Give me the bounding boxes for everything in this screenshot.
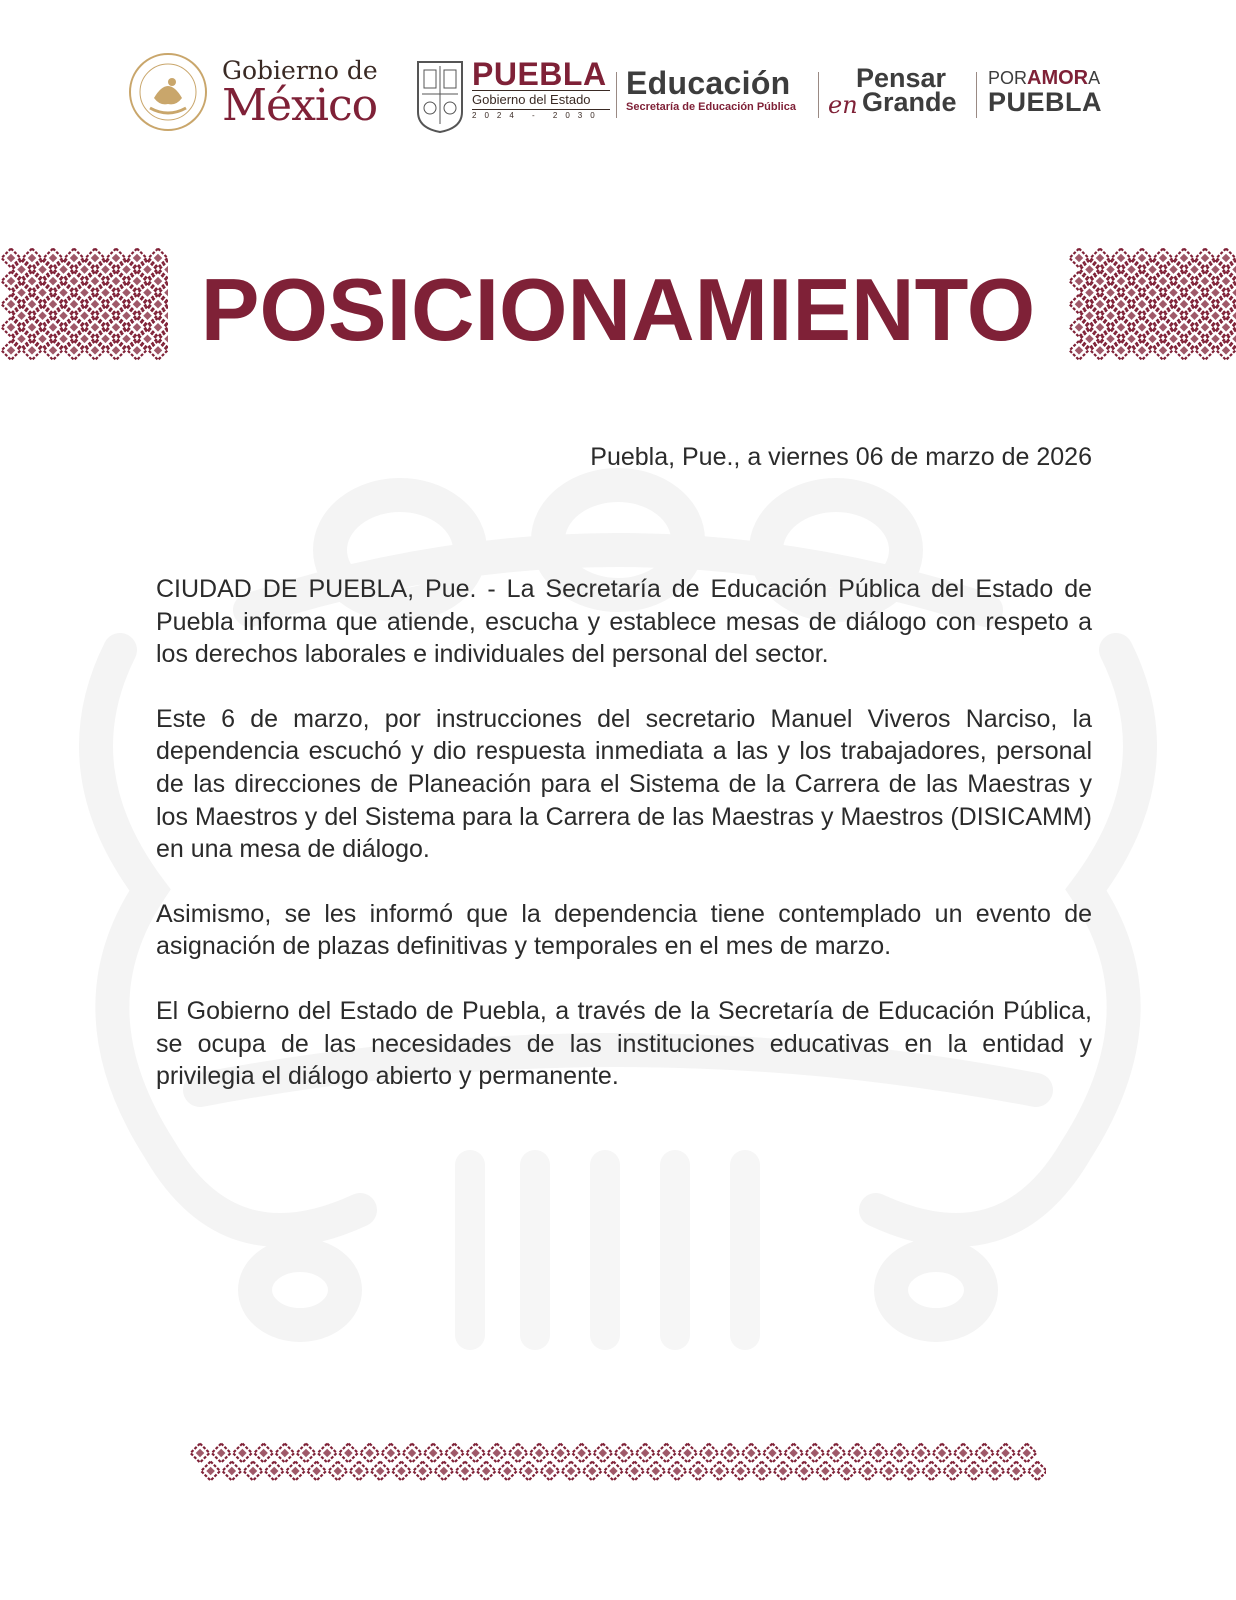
pensar-word: Pensar (856, 63, 947, 93)
logo-divider (976, 72, 977, 118)
pattern-diamond (360, 1444, 379, 1463)
pattern-diamond (943, 1462, 962, 1481)
pattern-diamond (583, 1462, 602, 1481)
pattern-bottom-decoration (190, 1442, 1046, 1482)
pattern-diamond (731, 1462, 750, 1481)
pattern-diamond (487, 1444, 506, 1463)
pattern-diamond (265, 1462, 284, 1481)
pattern-diamond (784, 1444, 803, 1463)
pattern-diamond (551, 1444, 570, 1463)
pattern-diamond (901, 1462, 920, 1481)
pattern-diamond (742, 1444, 761, 1463)
mexico-seal-icon (128, 52, 208, 132)
pattern-diamond (392, 1462, 411, 1481)
pattern-diamond (615, 1444, 634, 1463)
puebla-years: 2024 - 2030 (472, 111, 603, 120)
pattern-diamond (795, 1462, 814, 1481)
pattern-diamond (816, 1462, 835, 1481)
pattern-diamond (646, 1462, 665, 1481)
header-logos (0, 50, 1236, 140)
pattern-diamond (752, 1462, 771, 1481)
gobierno-mexico-logo (222, 58, 378, 148)
pattern-diamond (827, 1444, 846, 1463)
pattern-diamond (880, 1462, 899, 1481)
pattern-diamond (933, 1444, 952, 1463)
educacion-logo (626, 66, 796, 156)
pattern-diamond (996, 1444, 1015, 1463)
puebla-shield-icon (414, 54, 466, 134)
gobierno-line2: México (222, 80, 378, 131)
pattern-diamond (456, 1462, 475, 1481)
pattern-diamond (434, 1462, 453, 1481)
educacion-sub: Secretaría de Educación Pública (626, 101, 796, 113)
document-body (156, 573, 1092, 1125)
pattern-diamond (604, 1462, 623, 1481)
pattern-right-decoration (1068, 248, 1236, 372)
pattern-diamond (540, 1462, 559, 1481)
pattern-diamond (201, 1462, 220, 1481)
logo-divider (616, 72, 617, 118)
gobierno-line1: Gobierno de (222, 56, 378, 85)
pattern-diamond (848, 1444, 867, 1463)
pattern-diamond (657, 1444, 676, 1463)
pattern-diamond (318, 1444, 337, 1463)
paragraph-2: Este 6 de marzo, por instrucciones del secretario Manuel Viveros Narciso, la dependencia escuchó y dio respuesta inmediata a las y los trabajadores, personal de las direcciones de Planeación para el Sistema de la Carrera de las Maestras y los Maestros y del Sistema para la Carrera de las Maestras y Maestros (DISICAMM) en una mesa de diálogo. (156, 704, 1092, 864)
pattern-diamond (244, 1462, 263, 1481)
pattern-diamond (636, 1444, 655, 1463)
amor-word: AMOR (1027, 67, 1089, 89)
en-word: en (828, 91, 858, 119)
pattern-diamond (350, 1462, 369, 1481)
por-word: POR (988, 68, 1028, 88)
paragraph-1: CIUDAD DE PUEBLA, Pue. - La Secretaría de Educación Pública del Estado de Puebla informa que atiende, escucha y establece mesas de diálogo con respeto a los derechos laborales e individuales del personal del sector. (156, 575, 1092, 669)
paragraph-3: Asimismo, se les informó que la dependencia tiene contemplado un evento de asignación de plazas definitivas y temporales en el mes de marzo. (156, 899, 1092, 961)
pattern-diamond (678, 1444, 697, 1463)
puebla-gobierno-logo (472, 58, 610, 148)
pattern-diamond (212, 1444, 231, 1463)
pattern-diamond (890, 1444, 909, 1463)
pattern-diamond (763, 1444, 782, 1463)
pattern-diamond (562, 1462, 581, 1481)
educacion-title: Educación (626, 65, 791, 101)
pattern-diamond (530, 1444, 549, 1463)
pattern-diamond (975, 1444, 994, 1463)
pattern-diamond (222, 1462, 241, 1481)
pattern-diamond (509, 1444, 528, 1463)
pattern-diamond (275, 1444, 294, 1463)
pattern-diamond (837, 1462, 856, 1481)
pattern-diamond (339, 1444, 358, 1463)
page-title: POSICIONAMIENTO (200, 260, 1036, 359)
pattern-diamond (911, 1444, 930, 1463)
pattern-diamond (297, 1444, 316, 1463)
pattern-diamond (710, 1462, 729, 1481)
pattern-diamond (519, 1462, 538, 1481)
pattern-diamond (328, 1462, 347, 1481)
pattern-left-decoration (0, 248, 168, 372)
pattern-diamond (233, 1444, 252, 1463)
pattern-diamond (869, 1444, 888, 1463)
pattern-diamond (477, 1462, 496, 1481)
pattern-diamond (774, 1462, 793, 1481)
pattern-diamond (964, 1462, 983, 1481)
pattern-diamond (805, 1444, 824, 1463)
pattern-diamond (699, 1444, 718, 1463)
pattern-diamond (922, 1462, 941, 1481)
pattern-diamond (954, 1444, 973, 1463)
pattern-diamond (858, 1462, 877, 1481)
por-amor-line (988, 68, 1102, 88)
pattern-diamond (1007, 1462, 1026, 1481)
pattern-diamond (191, 1444, 210, 1463)
puebla-sub: Gobierno del Estado (472, 90, 610, 110)
pattern-diamond (381, 1444, 400, 1463)
grande-word: Grande (862, 87, 957, 117)
puebla-word: PUEBLA (988, 87, 1103, 117)
pattern-diamond (466, 1444, 485, 1463)
por-amor-a-puebla-logo (988, 68, 1102, 158)
a-word: A (1088, 68, 1101, 88)
pattern-diamond (403, 1444, 422, 1463)
logo-divider (818, 72, 819, 118)
pattern-diamond (625, 1462, 644, 1481)
pattern-diamond (689, 1462, 708, 1481)
pattern-diamond (668, 1462, 687, 1481)
pattern-diamond (445, 1444, 464, 1463)
pattern-diamond (307, 1462, 326, 1481)
pattern-diamond (593, 1444, 612, 1463)
pattern-diamond (254, 1444, 273, 1463)
pattern-diamond (1028, 1462, 1046, 1481)
dateline: Puebla, Pue., a viernes 06 de marzo de 2026 (590, 443, 1092, 471)
pattern-diamond (1017, 1444, 1036, 1463)
pensar-en-grande-logo (828, 64, 968, 124)
pattern-diamond (498, 1462, 517, 1481)
paragraph-4: El Gobierno del Estado de Puebla, a través de la Secretaría de Educación Pública, se ocupa de las necesidades de las instituciones educativas en la entidad y privilegia el diálogo abierto y permanente. (156, 996, 1092, 1091)
pattern-diamond (721, 1444, 740, 1463)
pattern-diamond (986, 1462, 1005, 1481)
pattern-diamond (371, 1462, 390, 1481)
puebla-name: PUEBLA (472, 56, 607, 92)
pattern-diamond (424, 1444, 443, 1463)
pattern-diamond (413, 1462, 432, 1481)
pattern-diamond (572, 1444, 591, 1463)
pattern-diamond (286, 1462, 305, 1481)
